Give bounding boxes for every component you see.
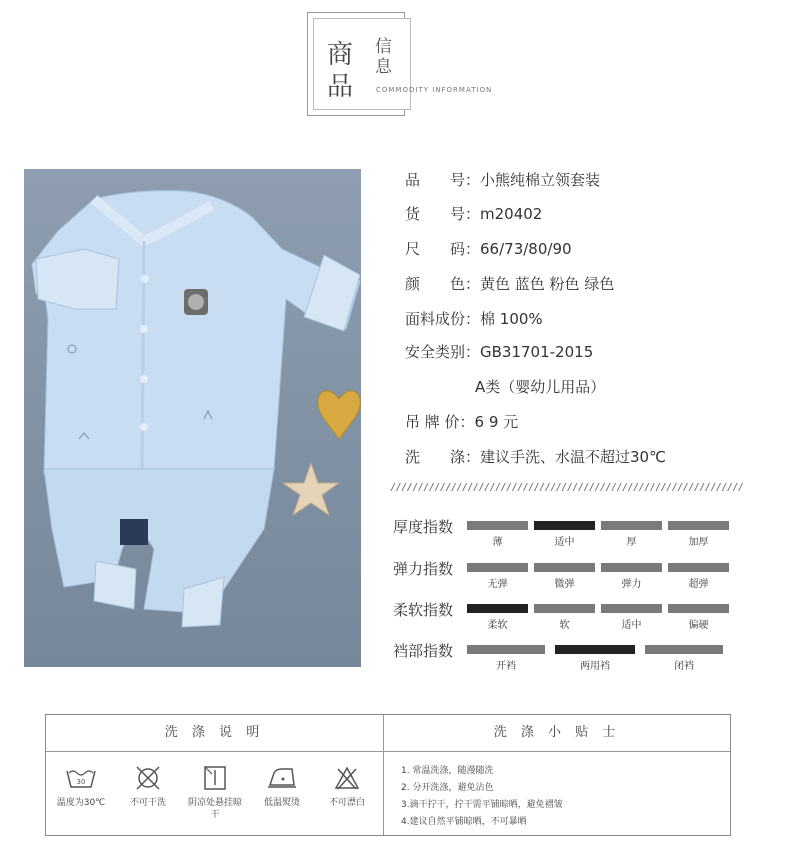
care-header-divider bbox=[46, 751, 730, 752]
info-value: 建议手洗、水温不超过30℃ bbox=[480, 448, 666, 466]
index-option-label: 厚 bbox=[626, 537, 637, 548]
index-seg-3 bbox=[668, 521, 729, 530]
badge-small-top: 信 bbox=[375, 37, 392, 57]
badge-small-bottom: 息 bbox=[375, 57, 392, 77]
care-label: 温度为30℃ bbox=[56, 798, 106, 808]
info-row-color bbox=[405, 272, 614, 296]
info-label: 货 号： bbox=[405, 205, 481, 223]
low-iron-icon bbox=[266, 765, 298, 791]
index-seg-0 bbox=[467, 645, 545, 654]
index-option-label: 加厚 bbox=[688, 537, 709, 548]
product-photo bbox=[24, 169, 361, 667]
care-tip: 1. 常温洗涤，随漫随洗 bbox=[401, 766, 494, 776]
care-item-drip-dry bbox=[184, 765, 246, 821]
index-option-label: 超弹 bbox=[688, 579, 709, 590]
index-title: 厚度指数 bbox=[393, 518, 454, 536]
info-row-name bbox=[405, 168, 600, 192]
care-tip: 4.建议自然平铺晾晒，不可暴晒 bbox=[401, 817, 527, 827]
info-label: 吊 牌 价： bbox=[405, 413, 475, 431]
info-value: m20402 bbox=[480, 205, 543, 223]
index-row-crotch bbox=[393, 640, 753, 684]
index-seg-2 bbox=[645, 645, 723, 654]
index-option-label: 弹力 bbox=[621, 579, 642, 590]
index-title: 弹力指数 bbox=[393, 560, 454, 578]
care-item-no-dryclean bbox=[117, 765, 179, 809]
index-seg-2 bbox=[601, 563, 662, 572]
info-value: A类（婴幼儿用品） bbox=[475, 378, 606, 396]
info-row-fabric bbox=[405, 307, 543, 331]
drip-dry-shade-icon bbox=[201, 765, 229, 791]
care-label: 阴凉处悬挂晾干 bbox=[187, 798, 242, 820]
care-left-title: 洗 涤 说 明 bbox=[164, 725, 265, 740]
index-seg-0 bbox=[467, 521, 528, 530]
info-value: 棉 100% bbox=[480, 310, 543, 328]
info-label: 安全类别： bbox=[405, 343, 481, 361]
index-row-elasticity bbox=[393, 558, 753, 602]
info-row-price bbox=[405, 410, 518, 434]
index-option-label: 两用裆 bbox=[580, 661, 610, 672]
care-label: 不可漂白 bbox=[328, 798, 365, 808]
info-label: 面料成份： bbox=[405, 310, 481, 328]
index-option-label: 闭裆 bbox=[674, 661, 694, 672]
index-seg-2 bbox=[601, 521, 662, 530]
info-label: 洗 涤： bbox=[405, 448, 481, 466]
badge-char-bottom: 品 bbox=[327, 72, 354, 102]
care-right-title: 洗 涤 小 贴 士 bbox=[493, 725, 621, 740]
care-tips-list bbox=[401, 763, 563, 831]
index-row-thickness bbox=[393, 516, 753, 560]
info-value: 小熊纯棉立领套装 bbox=[480, 171, 601, 189]
info-label: 品 号： bbox=[405, 171, 481, 189]
care-label: 不可干洗 bbox=[129, 798, 166, 808]
info-row-safety-class bbox=[475, 375, 605, 399]
wash-30-icon bbox=[65, 765, 97, 791]
care-column-divider bbox=[383, 715, 384, 835]
info-value: 66/73/80/90 bbox=[480, 240, 572, 258]
wash-temp-text: 30 bbox=[76, 778, 86, 786]
care-label: 低温熨烫 bbox=[263, 798, 300, 808]
section-header-badge bbox=[307, 12, 493, 116]
index-option-label: 适中 bbox=[621, 620, 642, 631]
index-seg-1 bbox=[534, 604, 595, 613]
info-row-size bbox=[405, 237, 572, 261]
index-option-label: 无弹 bbox=[487, 579, 508, 590]
index-seg-1 bbox=[534, 563, 595, 572]
index-option-label: 薄 bbox=[492, 537, 503, 548]
care-tip: 3.滴干拧干，拧干需平铺晾晒，避免褶皱 bbox=[401, 800, 563, 810]
index-seg-1 bbox=[534, 521, 595, 530]
index-title: 柔软指数 bbox=[393, 601, 454, 619]
index-seg-2 bbox=[601, 604, 662, 613]
index-option-label: 偏硬 bbox=[688, 620, 709, 631]
badge-english-subtitle: COMMODITY INFORMATION bbox=[376, 86, 493, 94]
care-tip: 2. 分开洗涤，避免沾色 bbox=[401, 783, 494, 793]
info-row-safety bbox=[405, 340, 593, 364]
index-option-label: 软 bbox=[559, 620, 570, 631]
no-bleach-icon bbox=[333, 765, 361, 791]
index-option-label: 开裆 bbox=[496, 661, 516, 672]
info-row-wash bbox=[405, 445, 666, 469]
index-option-label: 柔软 bbox=[487, 620, 508, 631]
info-label: 尺 码： bbox=[405, 240, 481, 258]
info-label: 颜 色： bbox=[405, 275, 481, 293]
index-seg-3 bbox=[668, 563, 729, 572]
index-option-label: 适中 bbox=[554, 537, 575, 548]
index-seg-3 bbox=[668, 604, 729, 613]
no-dryclean-icon bbox=[134, 765, 162, 791]
index-title: 裆部指数 bbox=[393, 642, 454, 660]
slash-divider: //////////////////////////////////////////////////////////////// bbox=[390, 482, 744, 492]
index-seg-0 bbox=[467, 563, 528, 572]
care-item-wash bbox=[50, 765, 112, 809]
index-row-softness bbox=[393, 599, 753, 643]
pajama-illustration bbox=[24, 169, 361, 667]
care-item-low-iron bbox=[251, 765, 313, 809]
info-row-sku bbox=[405, 202, 542, 226]
info-value: 黄色 蓝色 粉色 绿色 bbox=[480, 275, 615, 293]
index-option-label: 微弹 bbox=[554, 579, 575, 590]
care-instructions-table bbox=[45, 714, 731, 836]
care-item-no-bleach bbox=[316, 765, 378, 809]
badge-char-top: 商 bbox=[327, 40, 356, 70]
index-seg-0 bbox=[467, 604, 528, 613]
index-seg-1 bbox=[555, 645, 635, 654]
info-value: 6 9 元 bbox=[474, 413, 519, 431]
info-value: GB31701-2015 bbox=[480, 343, 594, 361]
